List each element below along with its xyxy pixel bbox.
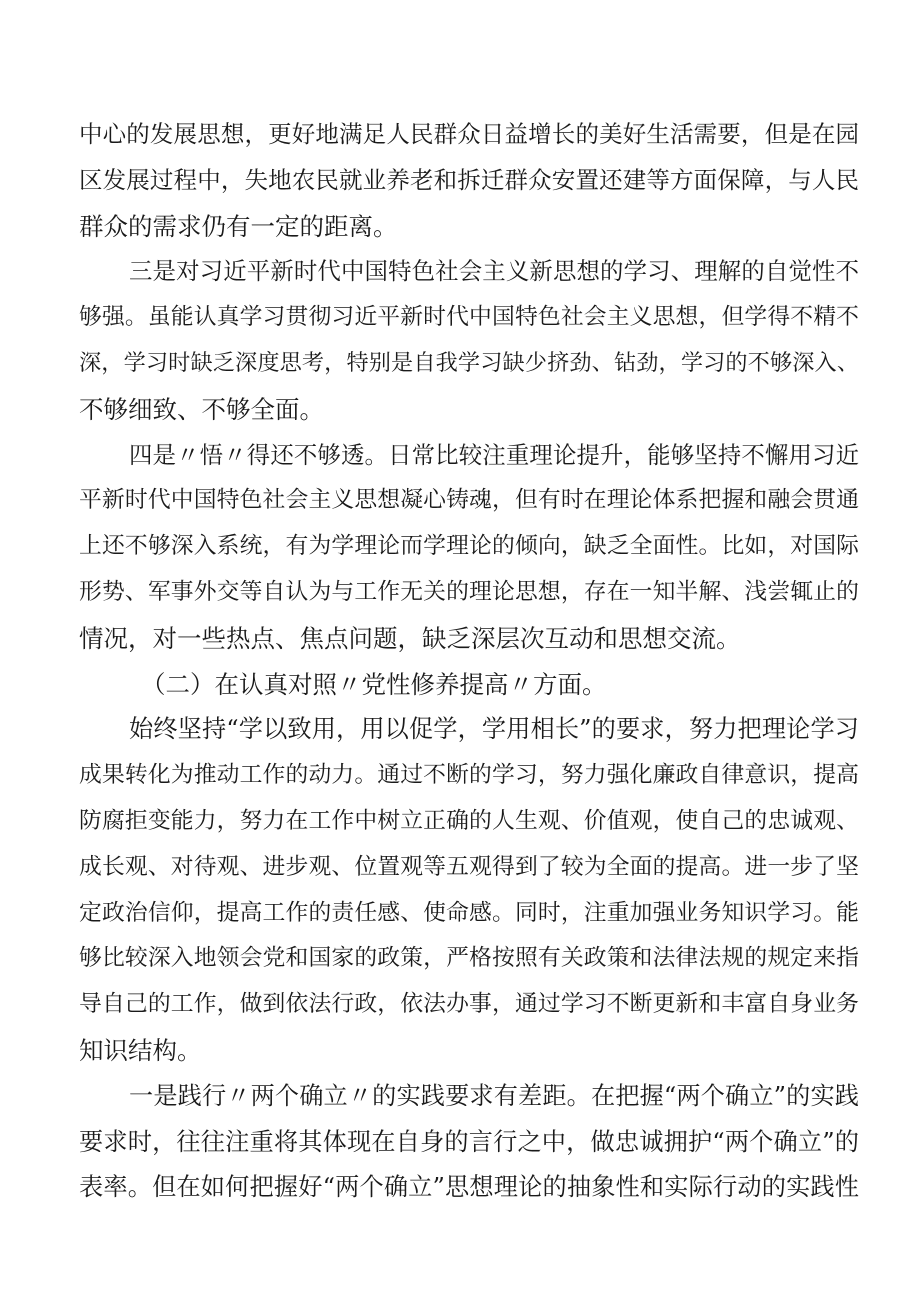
text-line: 不够细致、不够全面。 [79,394,324,424]
paragraph-start-line: 一是践行〃两个确立〃的实践要求有差距。在把握“两个确立”的实践 [129,1081,859,1110]
section-heading: （二）在认真对照〃党性修养提高〃方面。 [141,669,607,699]
text-line: 表率。但在如何把握好“两个确立”思想理论的抽象性和实际行动的实践性 [79,1173,859,1202]
text-line: 知识结构。 [79,1035,202,1065]
paragraph-start-line: 始终坚持“学以致用，用以促学，学用相长”的要求，努力把理论学习 [129,715,859,744]
text-line: 区发展过程中，失地农民就业养老和拆迁群众安置还建等方面保障，与人民 [79,165,859,194]
text-line: 群众的需求仍有一定的距离。 [79,211,398,241]
text-line: 平新时代中国特色社会主义思想凝心铸魂，但有时在理论体系把握和融会贯通 [79,487,859,514]
text-line: 深，学习时缺乏深度思考，特别是自我学习缺少挤劲、钻劲，学习的不够深入、 [79,349,859,376]
text-line: 够比较深入地领会党和国家的政策，严格按照有关政策和法律法规的规定来指 [79,945,859,972]
text-line: 中心的发展思想，更好地满足人民群众日益增长的美好生活需要，但是在园 [79,120,859,148]
paragraph-start-line: 四是〃悟〃得还不够透。日常比较注重理论提升，能够坚持不懈用习近 [129,440,859,469]
paragraph-start-line: 三是对习近平新时代中国特色社会主义新思想的学习、理解的自觉性不 [129,257,859,286]
text-line: 形势、军事外交等自认为与工作无关的理论思想，存在一知半解、浅尝辄止的 [79,578,859,605]
text-line: 成长观、对待观、进步观、位置观等五观得到了较为全面的提高。进一步了坚 [79,853,859,880]
text-line: 导自己的工作，做到依法行政，依法办事，通过学习不断更新和丰富自身业务 [79,991,859,1018]
text-line: 情况，对一些热点、焦点问题，缺乏深层次互动和思想交流。 [79,623,741,653]
text-line: 要求时，往往注重将其体现在自身的言行之中，做忠诚拥护“两个确立”的 [79,1127,859,1156]
text-line: 成果转化为推动工作的动力。通过不断的学习，努力强化廉政自律意识，提高 [79,762,859,789]
text-line: 上还不够深入系统，有为学理论而学理论的倾向，缺乏全面性。比如，对国际 [79,533,859,560]
body-text [79,112,859,1211]
text-line: 定政治信仰，提高工作的责任感、使命感。同时，注重加强业务知识学习。能 [79,899,859,926]
text-line: 防腐拒变能力，努力在工作中树立正确的人生观、价值观，使自己的忠诚观、 [79,807,859,834]
text-line: 够强。虽能认真学习贯彻习近平新时代中国特色社会主义思想，但学得不精不 [79,304,859,331]
